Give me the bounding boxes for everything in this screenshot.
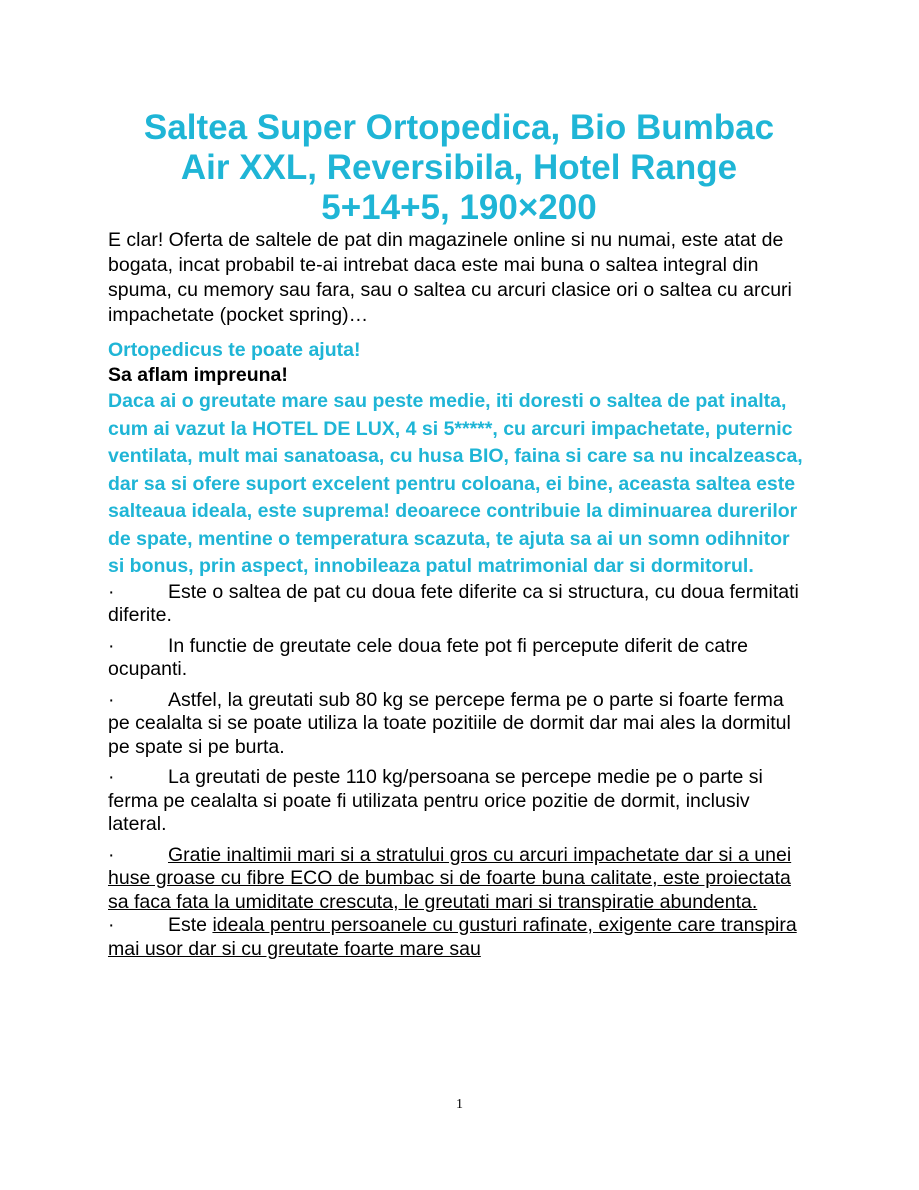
list-item: [108, 689, 810, 760]
subheading-ortopedicus: Ortopedicus te poate ajuta!: [108, 339, 361, 361]
list-item: [108, 844, 810, 915]
list-item: [108, 914, 810, 961]
subheading-sa-aflam: Sa aflam impreuna!: [108, 364, 288, 386]
document-page: [108, 108, 810, 968]
bullet-marker: ·: [108, 580, 115, 603]
title-line-1: Saltea Super Ortopedica, Bio Bumbac: [143, 108, 775, 147]
list-item: [108, 581, 810, 628]
feature-list: [108, 581, 810, 962]
emphasis-paragraph: Daca ai o greutate mare sau peste medie, iti doresti o saltea de pat inalta, cum ai vazut la HOTEL DE LUX, 4 si 5*****, cu arcuri impachetate, puternic ventilata, mult mai sanatoasa, cu husa BIO, faina si care sa nu incalzeasca, dar sa si ofere suport excelent pentru coloana, ei bine, aceasta saltea este salteaua ideala, este suprema! deoarece contribuie la diminuarea durerilor de spate, mentine o temperatura scazuta, te ajuta sa ai un somn odihnitor si bonus, prin aspect, innobileaza patul matrimonial dar si dormitorul.: [108, 390, 803, 577]
list-item-text: La greutati de peste 110 kg/persoana se percepe medie pe o parte si ferma pe cealalta si poate fi utilizata pentru orice pozitie de dormit, inclusiv lateral.: [108, 766, 763, 835]
bullet-marker: ·: [108, 766, 115, 788]
list-item-text: In functie de greutate cele doua fete pot fi percepute diferit de catre ocupanti.: [108, 634, 748, 680]
list-item-text-prefix: Este: [168, 914, 213, 936]
list-item-text: Gratie inaltimii mari si a stratului gros cu arcuri impachetate dar si a unei huse groase cu fibre ECO de bumbac si de foarte buna calitate, este proiectata sa faca fata la umiditate crescuta, le greutati mari si transpiratie abundenta.: [108, 843, 792, 913]
list-item-text-underlined: ideala pentru persoanele cu gusturi rafinate, exigente care transpira mai usor dar si cu greutate foarte mare sau: [108, 914, 797, 960]
page-number: 1: [456, 1097, 463, 1112]
bullet-marker: ·: [108, 634, 115, 657]
bullet-marker: ·: [108, 688, 115, 711]
title-line-3: 5+14+5, 190×200: [321, 188, 597, 227]
page-title: [108, 108, 810, 228]
intro-paragraph: E clar! Oferta de saltele de pat din magazinele online si nu numai, este atat de bogata, incat probabil te-ai intrebat daca este mai buna o saltea integral din spuma, cu memory sau fara, sau o saltea cu arcuri clasice ori o saltea cu arcuri impachetate (pocket spring)…: [108, 229, 792, 326]
list-item: [108, 766, 810, 837]
list-item-text: Astfel, la greutati sub 80 kg se percepe ferma pe o parte si foarte ferma pe cealalta si se poate utiliza la toate pozitiile de dormit dar mai ales la dormitul pe spate si pe burta.: [108, 688, 791, 758]
list-item-text: Este o saltea de pat cu doua fete diferite ca si structura, cu doua fermitati diferite.: [108, 580, 799, 626]
title-line-2: Air XXL, Reversibila, Hotel Range: [180, 148, 738, 187]
list-item: [108, 635, 810, 682]
bullet-marker: ·: [108, 843, 115, 866]
bullet-marker: ·: [108, 914, 115, 936]
